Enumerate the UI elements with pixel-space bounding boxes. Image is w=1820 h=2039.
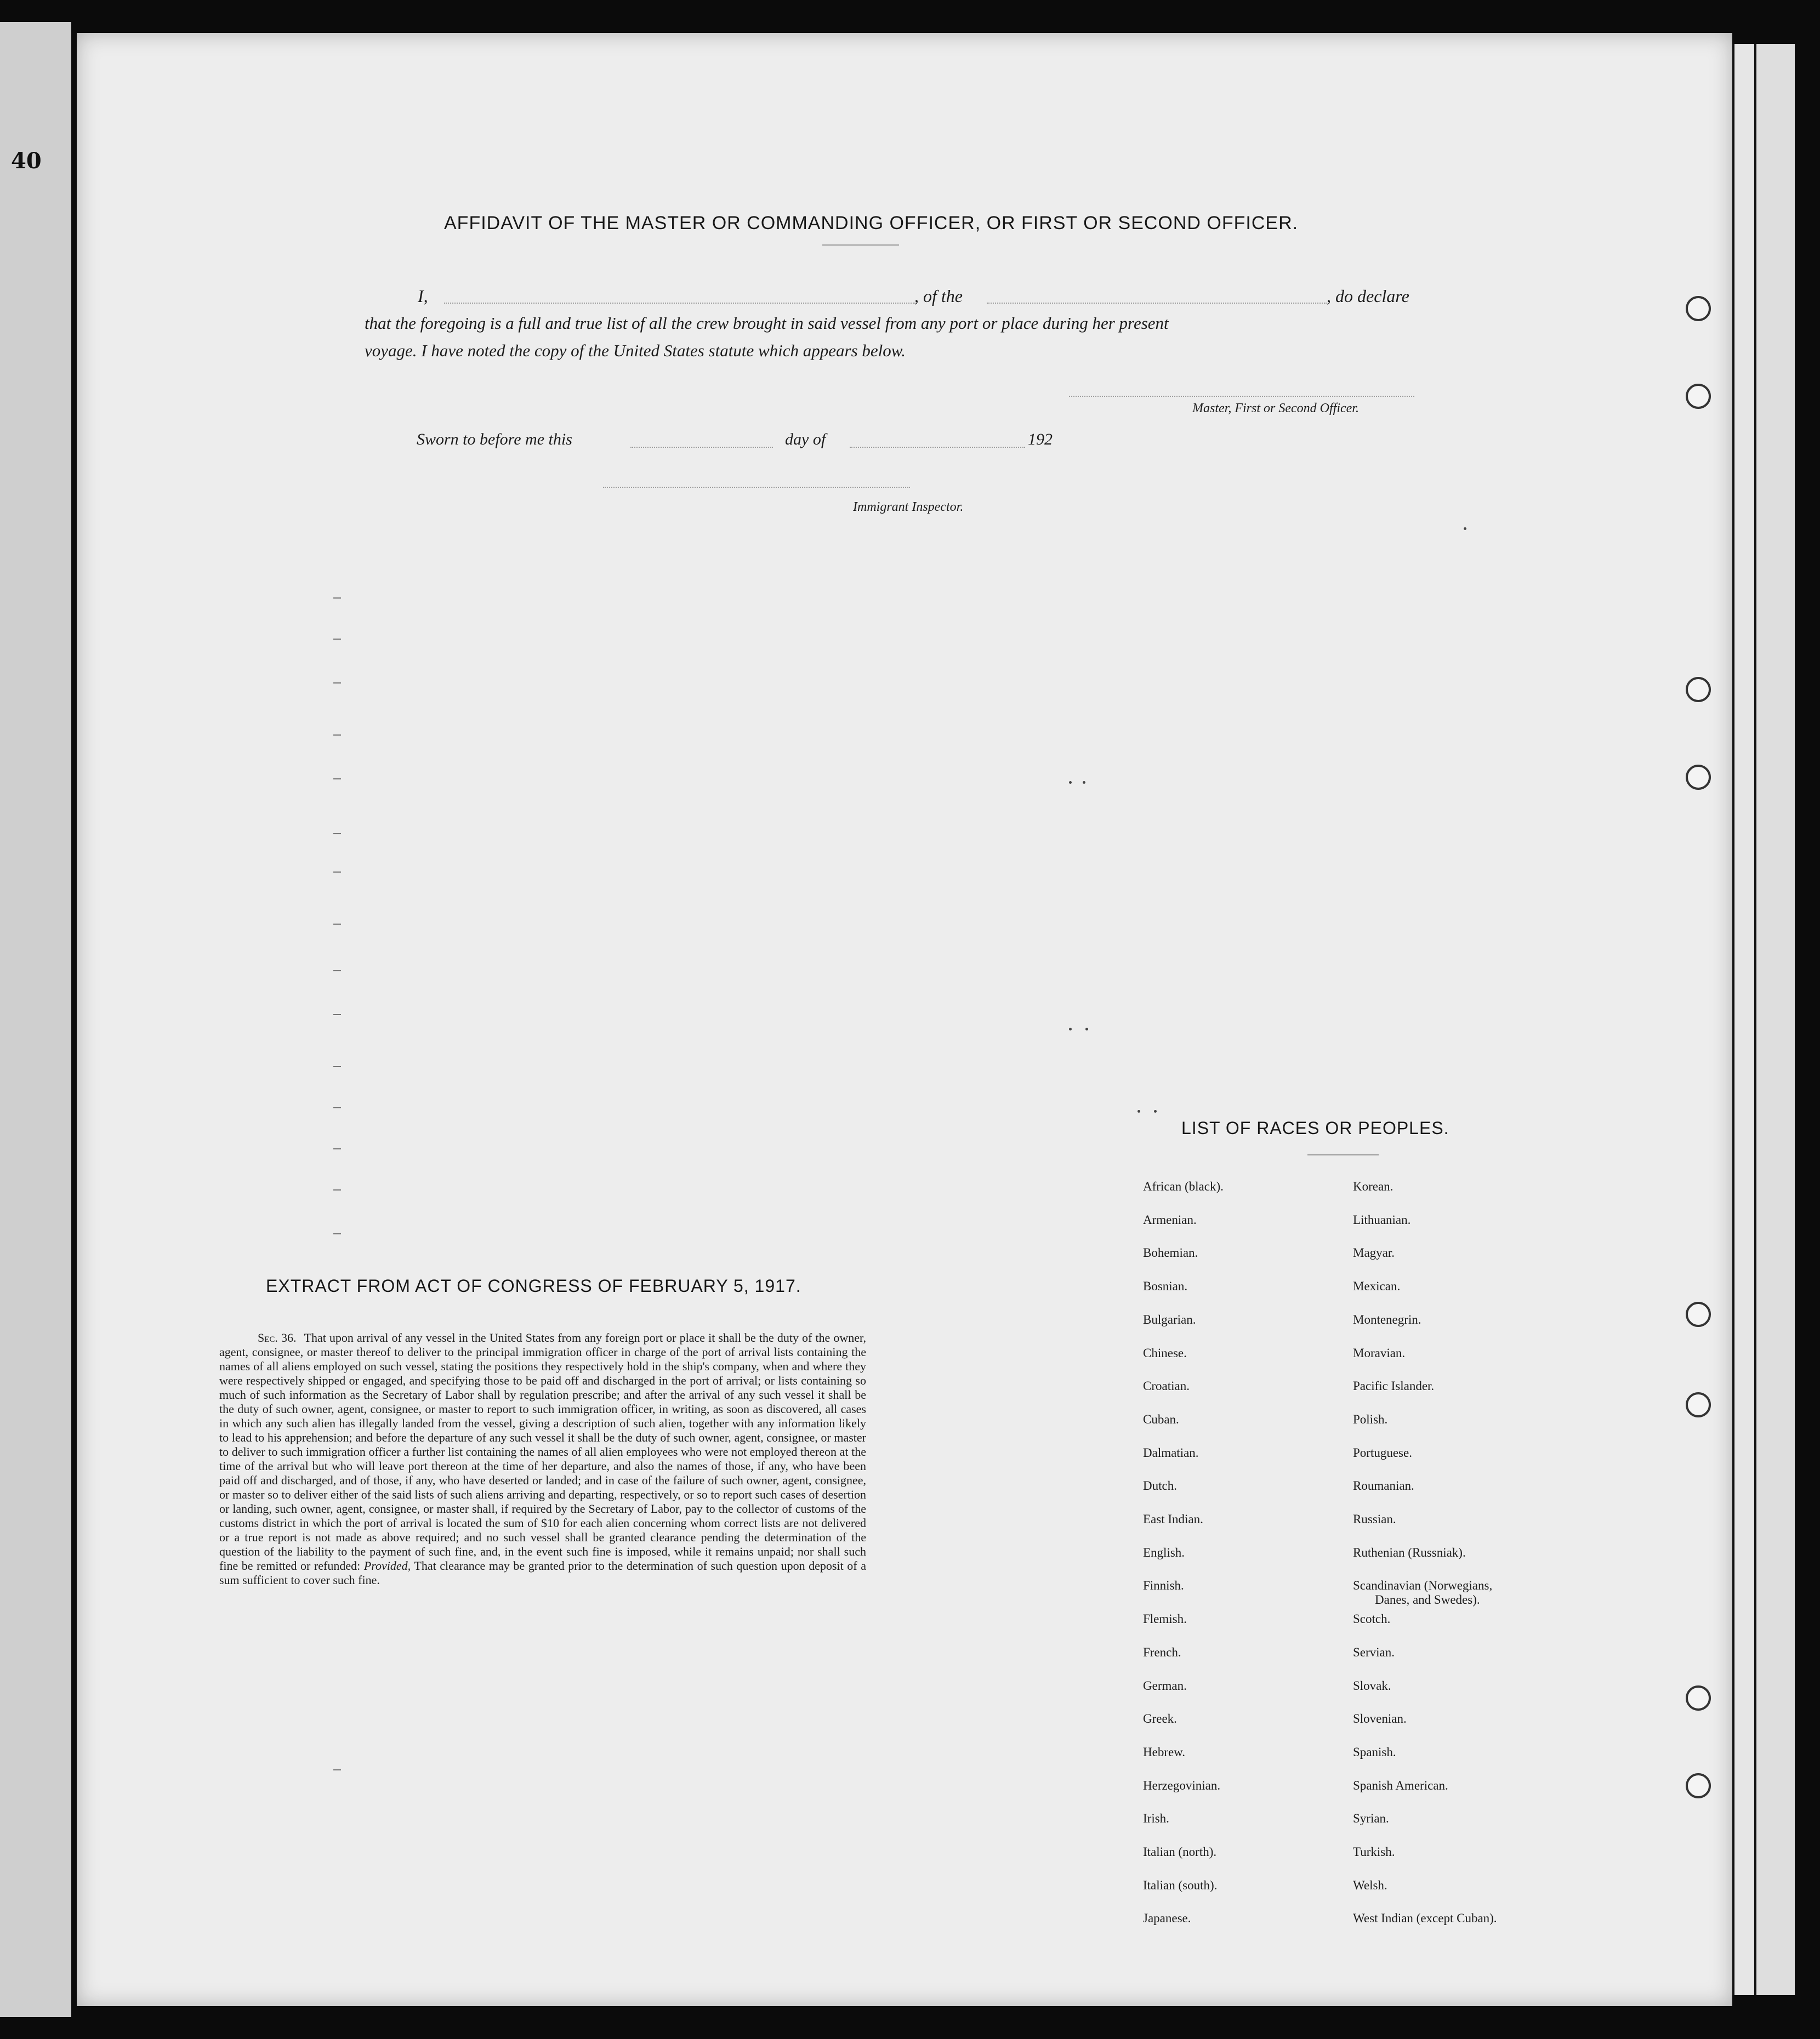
affidavit-line-3: voyage. I have noted the copy of the United States statute which appears below. [365, 341, 906, 360]
master-signature-label: Master, First or Second Officer. [1192, 401, 1359, 415]
underlying-sheet-left [0, 22, 71, 2017]
race-item-right: Slovenian. [1353, 1712, 1407, 1726]
margin-tick [333, 597, 341, 599]
binder-hole [1686, 1302, 1711, 1327]
race-item-right: Korean. [1353, 1180, 1394, 1193]
race-item-right: Montenegrin. [1353, 1312, 1421, 1326]
master-name-field[interactable] [444, 303, 915, 304]
year-prefix: 192 [1028, 430, 1053, 448]
affidavit-declare-label: , do declare [1327, 286, 1409, 306]
race-item-left: Chinese. [1143, 1346, 1187, 1360]
extract-provided-word: Provided, [363, 1559, 411, 1573]
binder-hole [1686, 384, 1711, 409]
inspector-label: Immigrant Inspector. [853, 500, 964, 514]
race-item-right: Spanish. [1353, 1745, 1396, 1759]
race-item-right: Portuguese. [1353, 1445, 1412, 1460]
race-item-left: English. [1143, 1545, 1185, 1559]
margin-tick [333, 1066, 341, 1067]
margin-tick [333, 1233, 341, 1234]
binder-hole [1686, 765, 1711, 790]
race-item-left: Croatian. [1143, 1379, 1190, 1393]
races-title-rule [1307, 1154, 1379, 1155]
race-item-left: Irish. [1143, 1812, 1169, 1826]
master-signature-field[interactable] [1069, 396, 1414, 397]
underlying-sheet-right-2 [1754, 44, 1795, 1995]
sworn-day-field[interactable] [630, 447, 773, 448]
race-item-left: Greek. [1143, 1712, 1177, 1726]
race-item-right: Roumanian. [1353, 1479, 1414, 1493]
race-item-left: Herzegovinian. [1143, 1778, 1221, 1792]
race-item-right: Slovak. [1353, 1678, 1391, 1693]
binder-hole [1686, 677, 1711, 702]
race-item-right: Turkish. [1353, 1845, 1395, 1859]
race-item-right: Pacific Islander. [1353, 1379, 1435, 1393]
affidavit-of-the-label: , of the [914, 286, 963, 306]
vessel-name-field[interactable] [987, 303, 1327, 304]
race-item-right: Polish. [1353, 1412, 1388, 1426]
margin-tick [333, 682, 341, 684]
race-item-left: East Indian. [1143, 1512, 1203, 1526]
sworn-label: Sworn to before me this [417, 430, 572, 448]
stray-dot [1085, 1028, 1088, 1030]
extract-title: EXTRACT FROM ACT OF CONGRESS OF FEBRUARY 5, 1917. [266, 1276, 801, 1296]
race-item-left: Armenian. [1143, 1212, 1197, 1227]
stray-dot [1083, 781, 1085, 784]
race-item-right: Syrian. [1353, 1812, 1389, 1826]
race-item-right: Russian. [1353, 1512, 1396, 1526]
race-item-left: French. [1143, 1645, 1181, 1659]
margin-tick [333, 639, 341, 640]
race-item-left: Hebrew. [1143, 1745, 1186, 1759]
race-item-right: West Indian (except Cuban). [1353, 1911, 1497, 1926]
extract-body [219, 1331, 866, 1587]
binder-hole [1686, 296, 1711, 321]
race-item-left: African (black). [1143, 1180, 1224, 1193]
extract-text-part-2: That clearance may be granted prior to the determination of such question upon deposit of a sum sufficient to cover such fine. [219, 1559, 866, 1587]
stray-dot [1138, 1110, 1140, 1113]
race-item-left: Bohemian. [1143, 1246, 1198, 1260]
underlying-sheet-right-1 [1732, 44, 1756, 1995]
stray-dot [1464, 527, 1466, 530]
margin-tick [333, 1148, 341, 1149]
race-item-right: Moravian. [1353, 1346, 1406, 1360]
race-item-right: Servian. [1353, 1645, 1395, 1659]
inspector-signature-field[interactable] [603, 487, 910, 488]
race-item-left: Bulgarian. [1143, 1312, 1196, 1326]
race-item-right: Ruthenian (Russniak). [1353, 1545, 1466, 1559]
margin-tick [333, 1014, 341, 1015]
margin-tick [333, 970, 341, 971]
affidavit-title-rule [822, 244, 899, 246]
sworn-month-field[interactable] [850, 447, 1025, 448]
race-item-left: Italian (north). [1143, 1845, 1217, 1859]
binder-hole [1686, 1392, 1711, 1417]
race-item-left: German. [1143, 1678, 1187, 1693]
stray-dot [1069, 1028, 1072, 1030]
race-item-right: Scandinavian (Norwegians, Danes, and Swedes). [1353, 1579, 1493, 1607]
race-item-left: Dalmatian. [1143, 1445, 1199, 1460]
margin-tick [333, 924, 341, 925]
margin-tick [333, 872, 341, 873]
race-item-left: Flemish. [1143, 1612, 1187, 1626]
race-item-left: Bosnian. [1143, 1279, 1188, 1294]
binder-hole [1686, 1773, 1711, 1798]
race-item-left: Italian (south). [1143, 1878, 1218, 1892]
race-item-right: Scotch. [1353, 1612, 1391, 1626]
stray-dot [1154, 1110, 1157, 1113]
margin-tick [333, 1107, 341, 1108]
race-item-right: Mexican. [1353, 1279, 1401, 1294]
race-item-left: Japanese. [1143, 1911, 1191, 1926]
race-item-left: Finnish. [1143, 1579, 1184, 1593]
day-of-label: day of [785, 430, 826, 448]
binder-hole [1686, 1685, 1711, 1711]
margin-tick [333, 1189, 341, 1191]
affidavit-title: AFFIDAVIT OF THE MASTER OR COMMANDING OFFICER, OR FIRST OR SECOND OFFICER. [444, 213, 1299, 233]
extract-section-label: Sec. 36. [258, 1331, 297, 1345]
margin-tick [333, 778, 341, 779]
race-item-right: Welsh. [1353, 1878, 1387, 1892]
stray-dot [1069, 781, 1072, 784]
race-item-left: Cuban. [1143, 1412, 1179, 1426]
affidavit-line-2: that the foregoing is a full and true list of all the crew brought in said vessel from any port or place during her present [365, 314, 1169, 333]
margin-tick [333, 734, 341, 736]
races-title: LIST OF RACES OR PEOPLES. [1181, 1118, 1449, 1138]
margin-tick [333, 1769, 341, 1770]
race-item-right: Magyar. [1353, 1246, 1395, 1260]
race-item-right: Spanish American. [1353, 1778, 1448, 1792]
affidavit-i-label: I, [418, 286, 428, 306]
margin-page-number: 40 [11, 148, 42, 174]
race-item-right: Lithuanian. [1353, 1212, 1411, 1227]
extract-text-part-1: That upon arrival of any vessel in the United States from any foreign port or place it shall be the duty of the owner, agent, consignee, or master thereof to deliver to the principal immigration officer in charge of the port of arrival lists containing the names of all aliens employed on such vessel, stating the positions they respectively hold in the ship's company, when and where they were respectively shipped or engaged, and specifying those to be paid off and discharged in the port of arrival; or lists containing so much of such information as the Secretary of Labor shall by regulation prescribe; and after the arrival of any such vessel it shall be the duty of such owner, agent, consignee, or master to report to such immigration officer, in writing, as soon as discovered, all cases in which any such alien has illegally landed from the vessel, giving a description of such alien, together with any information likely to lead to his apprehension; and before the departure of any such vessel it shall be the duty of such owner, agent, consignee, or master to deliver to such immigration officer a further list containing the names of all alien employees who were not employed thereon at the time of the arrival but who will leave port thereon at the time of her departure, and also the names of those, if any, who have been paid off and discharged, and of those, if any, who have deserted or landed; and in case of the failure of such owner, agent, consignee, or master so to deliver either of the said lists of such aliens arriving and departing, respectively, or so to report such cases of desertion or landing, such owner, agent, consignee, or master shall, if required by the Secretary of Labor, pay to the collector of customs of the customs district in which the port of arrival is located the sum of $10 for each alien concerning whom correct lists are not delivered or a true report is not made as above required; and no such vessel shall be granted clearance pending the determination of the question of the liability to the payment of such fine, and, in the event such fine is imposed, while it remains unpaid; nor shall such fine be remitted or refunded: [219, 1331, 867, 1573]
race-item-left: Dutch. [1143, 1479, 1177, 1493]
margin-tick [333, 833, 341, 834]
